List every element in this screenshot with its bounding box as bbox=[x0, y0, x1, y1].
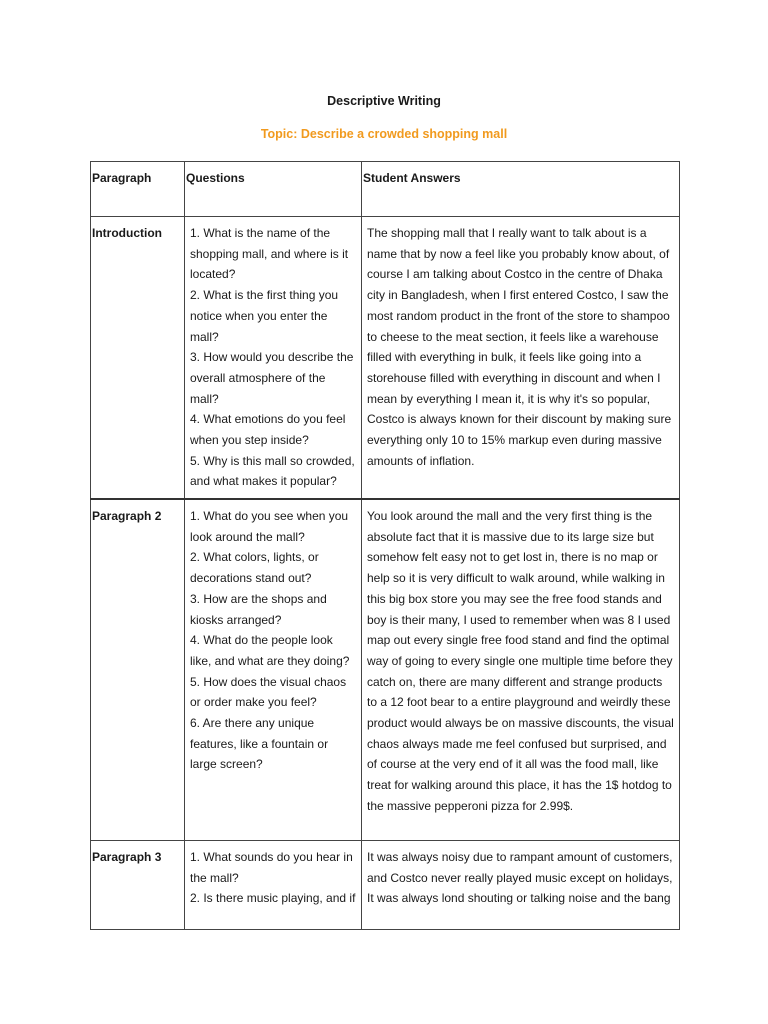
student-answer-cell: The shopping mall that I really want to talk about is a name that by now a feel like you probably know about, of course I am talking about Costco in the centre of Dhaka city in Bangladesh, when I first entered Costco, I saw the most random product in the front of the store to shampoo to cheese to the meat section, it feels like a warehouse filled with everything in bulk, it feels like going into a storehouse filled with everything in discount and when I mean by everything I mean it, it is why it's so popular, Costco is always known for their discount by making sure everything only 10 to 15% markup even during massive amounts of inflation. bbox=[362, 217, 680, 500]
question-item: 6. Are there any unique features, like a fountain or large screen? bbox=[190, 716, 329, 772]
question-item: 2. Is there music playing, and if bbox=[190, 891, 356, 906]
student-answer-cell: It was always noisy due to rampant amount of customers, and Costco never really played music except on holidays, It was always lond shouting or talking noise and the bang bbox=[362, 841, 680, 930]
paragraph-label: Paragraph 3 bbox=[91, 841, 185, 930]
table-header-row bbox=[91, 162, 680, 217]
question-item: 4. What emotions do you feel when you step inside? bbox=[190, 412, 346, 448]
question-item: 2. What is the first thing you notice when you enter the mall? bbox=[190, 288, 339, 344]
question-item: 5. How does the visual chaos or order make you feel? bbox=[190, 674, 347, 710]
table-row bbox=[91, 499, 680, 841]
question-item: 3. How are the shops and kiosks arranged? bbox=[190, 591, 327, 627]
question-item: 4. What do the people look like, and what are they doing? bbox=[190, 633, 350, 668]
questions-cell bbox=[185, 217, 362, 500]
student-answer-cell: You look around the mall and the very first thing is the absolute fact that it is massive due to its large size but somehow felt easy not to get lost in, there is no map or help so it is very difficult to walk around, while walking in this big box store you may see the free food stands and boy is their many, I used to remember when was 8 I used map out every single free food stand and find the optimal way of going to every single one multiple time before they catch on, there are many different and strange products to a 12 foot bear to a entire playground and weirdly these product would always be on massive discounts, the visual chaos always made me feel confused but surprised, and of course at the very end of it all was the food mall, like treat for walking around this place, it has the 1$ hotdog to the massive pepperoni pizza for 2.99$. bbox=[362, 499, 680, 841]
question-item: 1. What is the name of the shopping mall, and where is it located? bbox=[190, 226, 349, 282]
question-item: 5. Why is this mall so crowded, and what makes it popular? bbox=[190, 453, 355, 489]
paragraph-label: Introduction bbox=[91, 217, 185, 500]
header-paragraph: Paragraph bbox=[91, 162, 185, 217]
paragraph-label: Paragraph 2 bbox=[91, 499, 185, 841]
table-row bbox=[91, 841, 680, 930]
document-topic: Topic: Describe a crowded shopping mall bbox=[260, 127, 508, 141]
document-title: Descriptive Writing bbox=[327, 94, 441, 108]
question-item: 2. What colors, lights, or decorations stand out? bbox=[190, 550, 319, 586]
table-row bbox=[91, 217, 680, 500]
worksheet-table bbox=[90, 161, 680, 930]
question-item: 1. What sounds do you hear in the mall? bbox=[190, 850, 353, 885]
questions-cell bbox=[185, 499, 362, 841]
question-item: 3. How would you describe the overall atmosphere of the mall? bbox=[190, 350, 354, 406]
header-questions: Questions bbox=[185, 162, 362, 217]
header-student-answers: Student Answers bbox=[362, 162, 680, 217]
question-item: 1. What do you see when you look around the mall? bbox=[190, 509, 349, 544]
questions-cell bbox=[185, 841, 362, 930]
